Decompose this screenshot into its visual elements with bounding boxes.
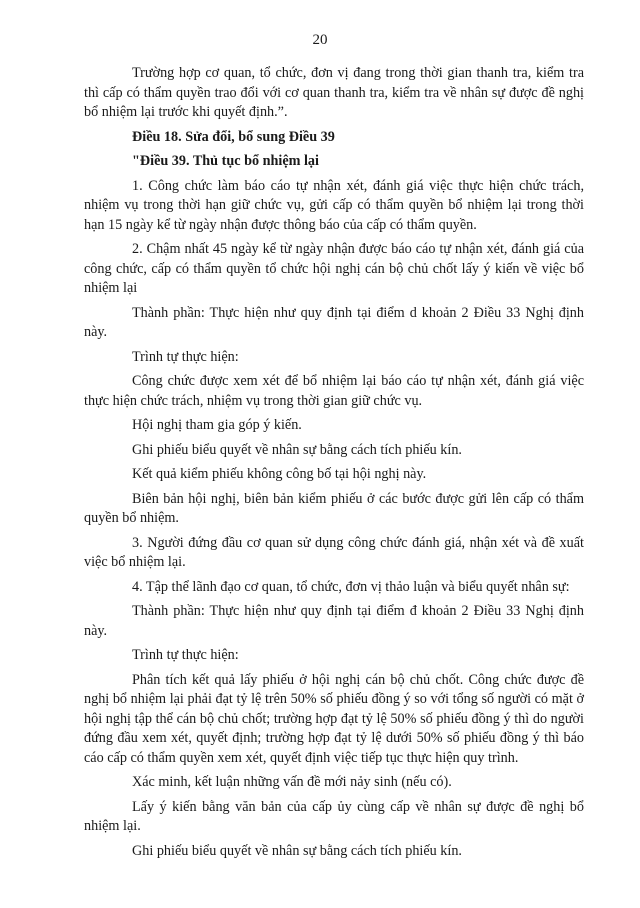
paragraph: 3. Người đứng đầu cơ quan sử dụng công chức đánh giá, nhận xét và đề xuất việc bổ nhiệm lại. [84, 534, 584, 570]
paragraph: 1. Công chức làm báo cáo tự nhận xét, đánh giá việc thực hiện chức trách, nhiệm vụ trong thời hạn giữ chức vụ, gửi cấp có thẩm quyền bổ nhiệm lại trong thời hạn 15 ngày kể từ ngày nhận được thông báo của cấp có thẩm quyền. [84, 177, 584, 233]
paragraph: Trường hợp cơ quan, tổ chức, đơn vị đang trong thời gian thanh tra, kiểm tra thì cấp có thẩm quyền trao đổi với cơ quan thanh tra, kiểm tra về nhân sự được đề nghị bổ nhiệm lại trước khi quyết định.”. [84, 65, 584, 120]
paragraph: Thành phần: Thực hiện như quy định tại điểm đ khoản 2 Điều 33 Nghị định này. [84, 603, 584, 639]
paragraph: 4. Tập thể lãnh đạo cơ quan, tổ chức, đơn vị thảo luận và biểu quyết nhân sự: [132, 578, 570, 595]
paragraph: Công chức được xem xét để bổ nhiệm lại báo cáo tự nhận xét, đánh giá việc thực hiện chức trách, nhiệm vụ trong thời gian giữ chức vụ. [84, 373, 584, 409]
paragraph: Hội nghị tham gia góp ý kiến. [132, 417, 302, 433]
paragraph: Lấy ý kiến bằng văn bản của cấp ủy cùng cấp về nhân sự được đề nghị bổ nhiệm lại. [84, 798, 584, 834]
paragraph: Xác minh, kết luận những vấn đề mới nảy sinh (nếu có). [132, 774, 452, 790]
article-heading: "Điều 39. Thủ tục bổ nhiệm lại [132, 153, 319, 169]
paragraph: Kết quả kiểm phiếu không công bố tại hội nghị này. [132, 466, 427, 482]
page-number: 20 [312, 32, 328, 48]
paragraph: Biên bản hội nghị, biên bản kiểm phiếu ở các bước được gửi lên cấp có thẩm quyền bổ nhiệm. [84, 490, 584, 526]
paragraph: Trình tự thực hiện: [132, 647, 239, 663]
document-body [84, 64, 584, 866]
paragraph: Thành phần: Thực hiện như quy định tại điểm d khoản 2 Điều 33 Nghị định này. [84, 304, 584, 340]
paragraph: Phân tích kết quả lấy phiếu ở hội nghị cán bộ chủ chốt. Công chức được đề nghị bổ nhiệm lại phải đạt tỷ lệ trên 50% số phiếu đồng ý so với tổng số người có mặt ở hội nghị tập thể cán bộ chủ chốt; trường hợp đạt tỷ lệ 50% số phiếu đồng ý thì do người đứng đầu xem xét, quyết định; trường hợp đạt tỷ lệ dưới 50% số phiếu đồng ý thì báo cáo cấp có thẩm quyền xem xét, quyết định việc tiếp tục thực hiện quy trình. [84, 671, 584, 766]
article-heading: Điều 18. Sửa đổi, bổ sung Điều 39 [132, 128, 335, 145]
paragraph: Trình tự thực hiện: [132, 348, 239, 365]
paragraph: 2. Chậm nhất 45 ngày kể từ ngày nhận được báo cáo tự nhận xét, đánh giá của công chức, cấp có thẩm quyền tổ chức hội nghị cán bộ chủ chốt lấy ý kiến về việc bổ nhiệm lại [84, 241, 584, 296]
paragraph: Ghi phiếu biểu quyết về nhân sự bằng cách tích phiếu kín. [132, 842, 462, 859]
paragraph: Ghi phiếu biểu quyết về nhân sự bằng cách tích phiếu kín. [132, 441, 462, 458]
